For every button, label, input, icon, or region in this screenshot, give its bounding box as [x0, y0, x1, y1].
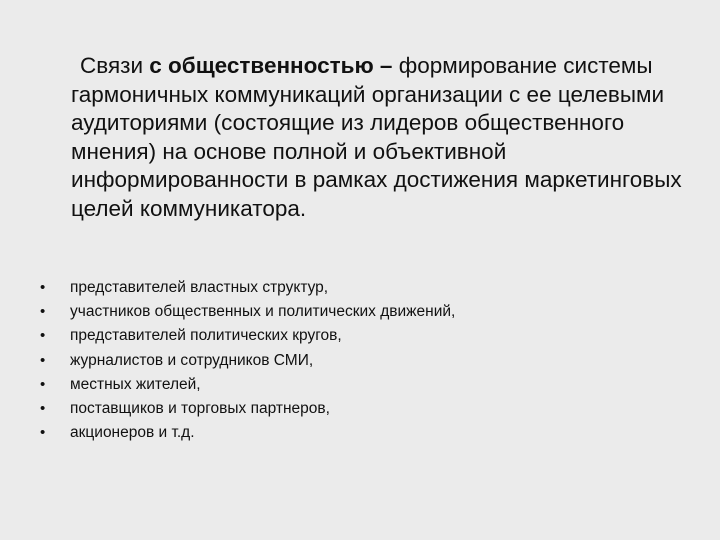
list-item [40, 421, 455, 445]
bullet-icon: • [40, 375, 46, 393]
list-item [40, 349, 455, 373]
list-item-text: журналистов и сотрудников СМИ, [70, 351, 314, 369]
bullet-icon: • [40, 400, 46, 418]
list-item [40, 324, 455, 348]
list-item-text: акционеров и т.д. [70, 424, 195, 442]
list-item [40, 276, 455, 300]
definition-paragraph [71, 52, 691, 223]
definition-lead: Связи [80, 53, 150, 78]
definition-text: формирование системы гармоничных коммуникаций организации с ее целевыми аудиториями (состоящие из лидеров общественного мнения) на основе полной и объективной информированности в рамках достижения маркетинговых целей коммуникатора. [71, 53, 682, 221]
list-item-text: поставщиков и торговых партнеров, [70, 400, 330, 418]
list-item [40, 373, 455, 397]
bullet-icon: • [40, 327, 46, 345]
definition-term: с общественностью – [149, 53, 393, 78]
bullet-icon: • [40, 424, 46, 442]
bullet-icon: • [40, 303, 46, 321]
bullet-icon: • [40, 279, 46, 296]
list-item-text: местных жителей, [70, 375, 201, 393]
list-item-text: участников общественных и политических движений, [70, 303, 456, 321]
audience-list [40, 276, 455, 445]
bullet-icon: • [40, 351, 46, 369]
list-item-text: представителей властных структур, [70, 279, 329, 296]
list-item [40, 397, 455, 421]
list-item-text: представителей политических кругов, [70, 327, 342, 345]
list-item [40, 300, 455, 324]
